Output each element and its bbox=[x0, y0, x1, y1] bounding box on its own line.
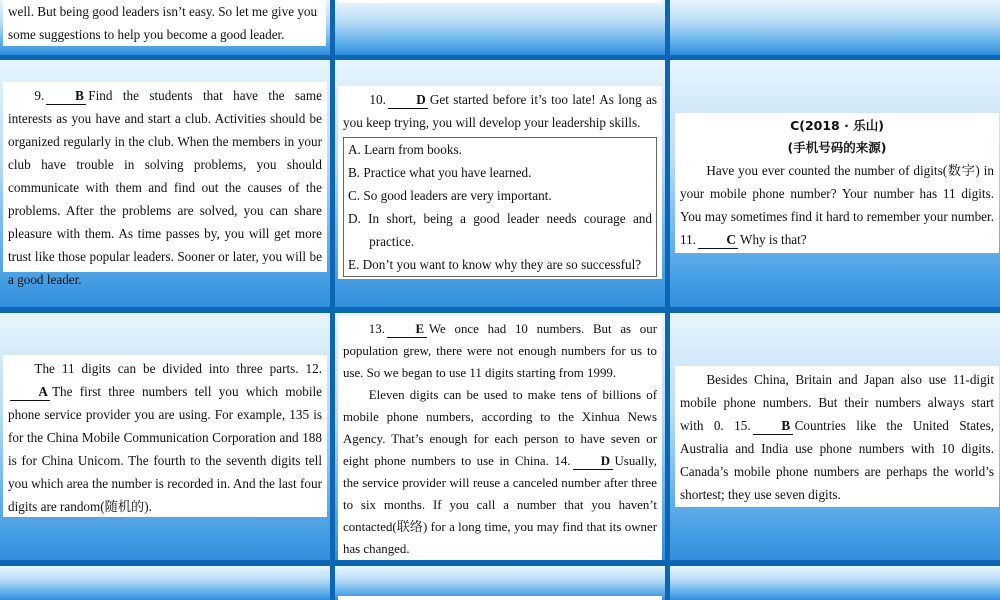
question-9-text bbox=[8, 84, 322, 291]
slide-6 bbox=[670, 60, 1000, 307]
slide-1 bbox=[0, 0, 330, 55]
question-13-text bbox=[343, 318, 657, 384]
option-d: D. In short, being a good leader needs courage and practice. bbox=[348, 211, 652, 249]
question-12-number: 12. bbox=[305, 361, 323, 376]
slide-12 bbox=[670, 566, 1000, 600]
option-e: E. Don’t you want to know why they are so successful? bbox=[348, 257, 642, 272]
question-15-number: 15. bbox=[734, 418, 751, 433]
passage-line-2: some suggestions to help you become a good leader. bbox=[8, 27, 285, 42]
slide-4 bbox=[0, 60, 330, 307]
question-10-text bbox=[343, 88, 657, 134]
slide-7 bbox=[0, 313, 330, 560]
option-c: C. So good leaders are very important. bbox=[348, 188, 552, 203]
question-14-number: 14. bbox=[554, 454, 571, 468]
section-c-card bbox=[675, 113, 999, 253]
answer-blank-15: B bbox=[753, 418, 793, 435]
question-9-body: Find the students that have the same interests as you have and start a club. Activities should be organized regularly in the club. When the members in your club have trouble in solving problems, you should communicate with them and find out the causes of the problems. After the problems are solved, you can share pleasure with them. As time passes by, you will get more trust like those popular leaders. Sooner or later, you will be a good leader. bbox=[8, 88, 322, 287]
question-9-card bbox=[3, 82, 327, 287]
answer-blank-14: D bbox=[573, 453, 613, 470]
question-14-body: Usually, the service provider will reuse a canceled number after three to six months. If you call a number that you haven’t contacted(联络) for a long time, you may find that its owner has changed. bbox=[343, 454, 657, 556]
question-11-body: Why is that? bbox=[740, 232, 807, 247]
question-11-number: 11. bbox=[680, 232, 696, 247]
answer-blank-12: A bbox=[10, 384, 50, 401]
question-14-text: Eleven digits can be used to make tens of billions of mobile phone numbers, according to the Xinhua News Agency. That’s enough for each person to have seven or eight phone numbers to use in China. 14. D Usually, the service provider will reuse a canceled number after three to six months. If you call a number that you haven’t contacted(联络) for a long time, you may find that its owner has changed. bbox=[343, 388, 657, 556]
answer-blank-10: D bbox=[388, 92, 428, 109]
section-c-intro: Have you ever counted the number of digits(数字) in your mobile phone number? Your number has 11 digits. You may sometimes find it hard to remember your number. 11. C Why is that? bbox=[680, 163, 994, 247]
answer-blank-9: B bbox=[46, 88, 86, 105]
slide-11 bbox=[335, 566, 665, 600]
question-15-body: Countries like the United States, Australia and India use phone numbers with 10 digits. Canada’s mobile phone numbers are perhaps the world’s shortest; they use seven digits. bbox=[680, 418, 995, 502]
option-b: B. Practice what you have learned. bbox=[348, 165, 532, 180]
question-13-number: 13. bbox=[368, 322, 385, 336]
answer-blank-13: E bbox=[387, 321, 427, 338]
question-10-body: Get started before it’s too late! As long as you keep trying, you will develop your leadership skills. bbox=[343, 92, 657, 130]
question-12-text: The 11 digits can be divided into three parts. 12.A The first three numbers tell you which mobile phone service provider you are using. For example, 135 is for the China Mobile Communication Corporation and 188 is for China Unicom. The fourth to the seventh digits tell you which area the number is recorded in. And the last four digits are random(随机的). bbox=[8, 361, 323, 514]
slide-10 bbox=[0, 566, 330, 600]
question-12-body: The first three numbers tell you which mobile phone service provider you are using. For example, 135 is for the China Mobile Communication Corporation and 188 is for China Unicom. The fourth to the seventh digits tell you which area the number is recorded in. And the last four digits are random(随机的). bbox=[8, 384, 322, 514]
question-13-14-card bbox=[338, 316, 662, 560]
passage-line-1: well. But being good leaders isn’t easy. So let me give you bbox=[8, 4, 318, 19]
question-9-number: 9. bbox=[34, 88, 45, 103]
card-fragment-bottom bbox=[338, 596, 662, 600]
question-15-text: Besides China, Britain and Japan also use 11-digit mobile phone numbers. But their numbers always start with 0. 15. B Countries like the United States, Australia and India use phone numbers with 10 digits. Canada’s mobile phone numbers are perhaps the world’s shortest; they use seven digits. bbox=[680, 372, 995, 502]
question-10-card bbox=[338, 86, 662, 279]
slide-9 bbox=[670, 313, 1000, 560]
slide-2 bbox=[335, 0, 665, 55]
question-15-card bbox=[675, 366, 999, 507]
question-12-card bbox=[3, 355, 327, 517]
section-c-title: C(2018 · 乐山) bbox=[790, 118, 884, 133]
slide-5 bbox=[335, 60, 665, 307]
slide-3 bbox=[670, 0, 1000, 55]
section-c-subtitle: (手机号码的来源) bbox=[787, 140, 887, 155]
options-box bbox=[343, 137, 657, 277]
question-10-number: 10. bbox=[369, 92, 386, 107]
answer-blank-11: C bbox=[698, 232, 738, 249]
passage-fragment bbox=[3, 0, 326, 46]
question-13-body: We once had 10 numbers. But as our population grew, there were not enough numbers for us to use. So we began to use 11 digits starting from 1999. bbox=[343, 322, 657, 380]
slide-8 bbox=[335, 313, 665, 560]
card-fragment bbox=[338, 0, 662, 3]
option-a: A. Learn from books. bbox=[348, 142, 462, 157]
